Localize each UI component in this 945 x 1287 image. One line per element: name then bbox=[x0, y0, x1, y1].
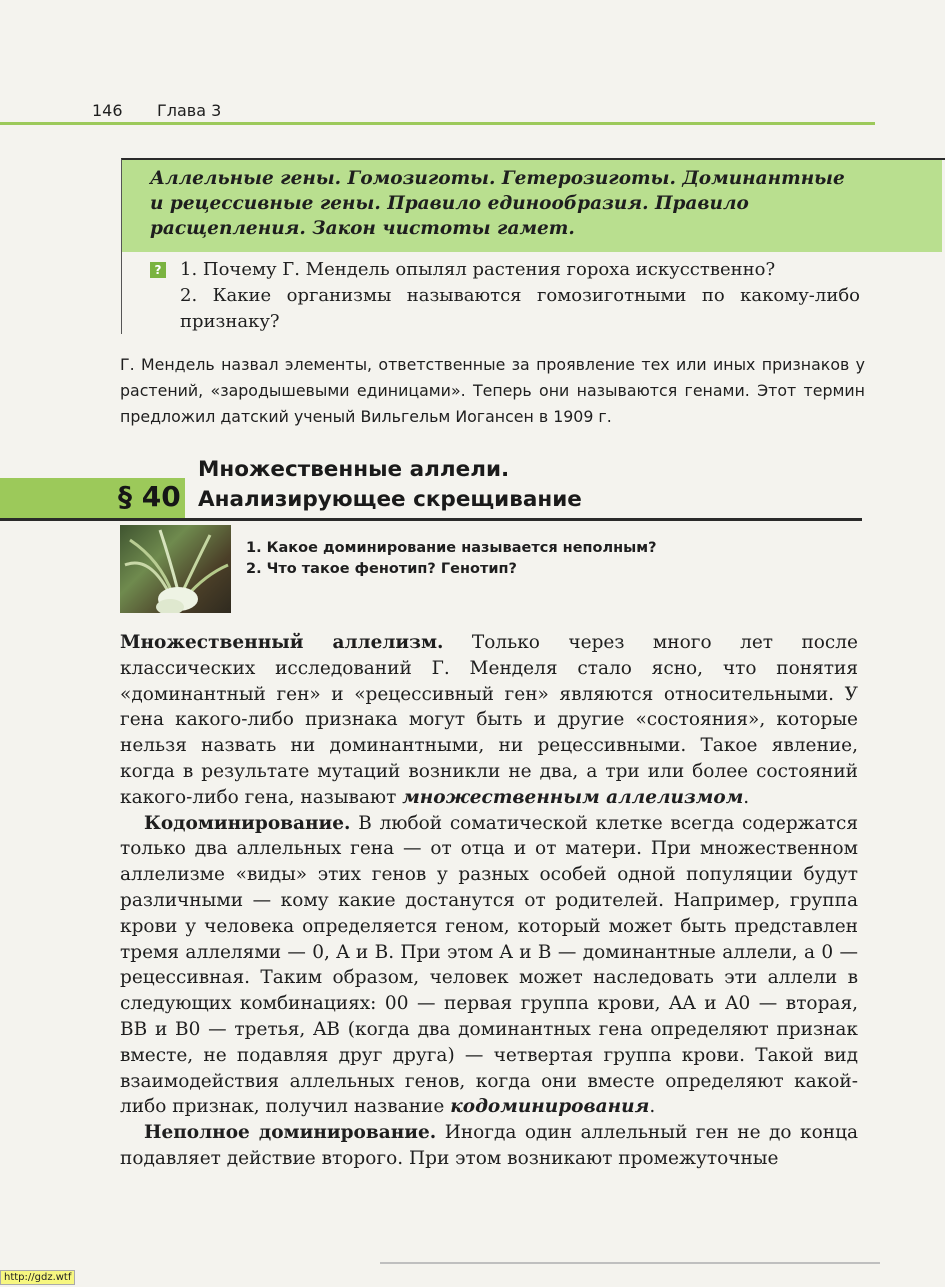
flower-image bbox=[120, 525, 231, 613]
section-divider bbox=[0, 518, 862, 521]
section-title bbox=[198, 455, 582, 515]
page-number: 146 bbox=[92, 101, 123, 120]
section-title-line-2: Анализирующее скрещивание bbox=[198, 487, 582, 512]
intro-paragraph: Г. Мендель назвал элементы, ответственные за проявление тех или иных признаков у растений, «зародышевыми единицами». Теперь они называются генами. Этот термин предложил датский ученый Вильгельм Иогансен в 1909 г. bbox=[120, 355, 865, 426]
question-icon: ? bbox=[150, 262, 166, 278]
paragraph-codominance: Кодоминирование. В любой соматической клетке всегда содержатся только два аллельных гена — от отца и от матери. При множественном аллелизме «виды» этих генов у разных особей одной популяции будут различными — кому какие достанутся от родителей. Например, группа крови у человека определяется геном, который может быть представлен тремя аллелями — 0, A и B. При этом A и B — доминантные аллели, а 0 — рецессивная. Таким образом, человек может наследовать эти аллели в следующих комбинациях: 00 — первая группа крови, AA и A0 — вторая, BB и B0 — третья, AB (когда два доминантных гена определяют признак вместе, не подавляя друг друга) — четвертая группа крови. Такой вид взаимодействия аллельных генов, когда они вместе определяют какой-либо признак, получил название кодоминирования. bbox=[120, 812, 858, 1118]
term-incomplete-dominance: Неполное доминирование. bbox=[144, 1122, 437, 1144]
prequestions bbox=[246, 538, 657, 580]
summary-box bbox=[121, 158, 945, 334]
chapter-title: Глава 3 bbox=[157, 101, 222, 120]
term-codominance: Кодоминирование. bbox=[144, 812, 351, 834]
prequestion-1: 1. Какое доминирование называется неполным? bbox=[246, 540, 657, 556]
emphasis-multiple-allelism: множественным аллелизмом bbox=[402, 786, 744, 808]
prequestion-2: 2. Что такое фенотип? Генотип? bbox=[246, 561, 517, 577]
paragraph-incomplete-dominance: Неполное доминирование. Иногда один аллельный ген не до конца подавляет действие второго. При этом возникают промежуточные bbox=[120, 1122, 859, 1169]
section-title-line-1: Множественные аллели. bbox=[198, 457, 510, 482]
header-divider bbox=[0, 122, 875, 125]
watermark-link[interactable]: http://gdz.wtf bbox=[0, 1270, 75, 1285]
section-number: § 40 bbox=[118, 480, 181, 513]
term-multiple-allelism: Множественный аллелизм. bbox=[120, 632, 444, 653]
body-text bbox=[120, 630, 858, 1172]
review-question-2: 2. Какие организмы называются гомозиготными по какому-либо признаку? bbox=[180, 285, 860, 332]
footer-divider bbox=[380, 1262, 880, 1264]
review-question-1: 1. Почему Г. Мендель опылял растения гороха искусственно? bbox=[180, 259, 776, 280]
emphasis-codominance: кодоминирования bbox=[450, 1096, 650, 1118]
summary-keywords: Аллельные гены. Гомозиготы. Гетерозиготы. Доминантные и рецессивные гены. Правило единообразия. Правило расщепления. Закон чистоты гамет. bbox=[150, 168, 845, 239]
paragraph-multiple-allelism: Множественный аллелизм. Только через много лет после классических исследований Г. Менделя стало ясно, что понятия «доминантный ген» и «рецессивный ген» являются относительными. У гена какого-либо признака могут быть и другие «состояния», которые нельзя назвать ни доминантными, ни рецессивными. Такое явление, когда в результате мутаций возникли не два, а три или более состояний какого-либо гена, называют множественным аллелизмом. bbox=[120, 632, 858, 808]
flower-illustration-icon bbox=[120, 525, 231, 613]
